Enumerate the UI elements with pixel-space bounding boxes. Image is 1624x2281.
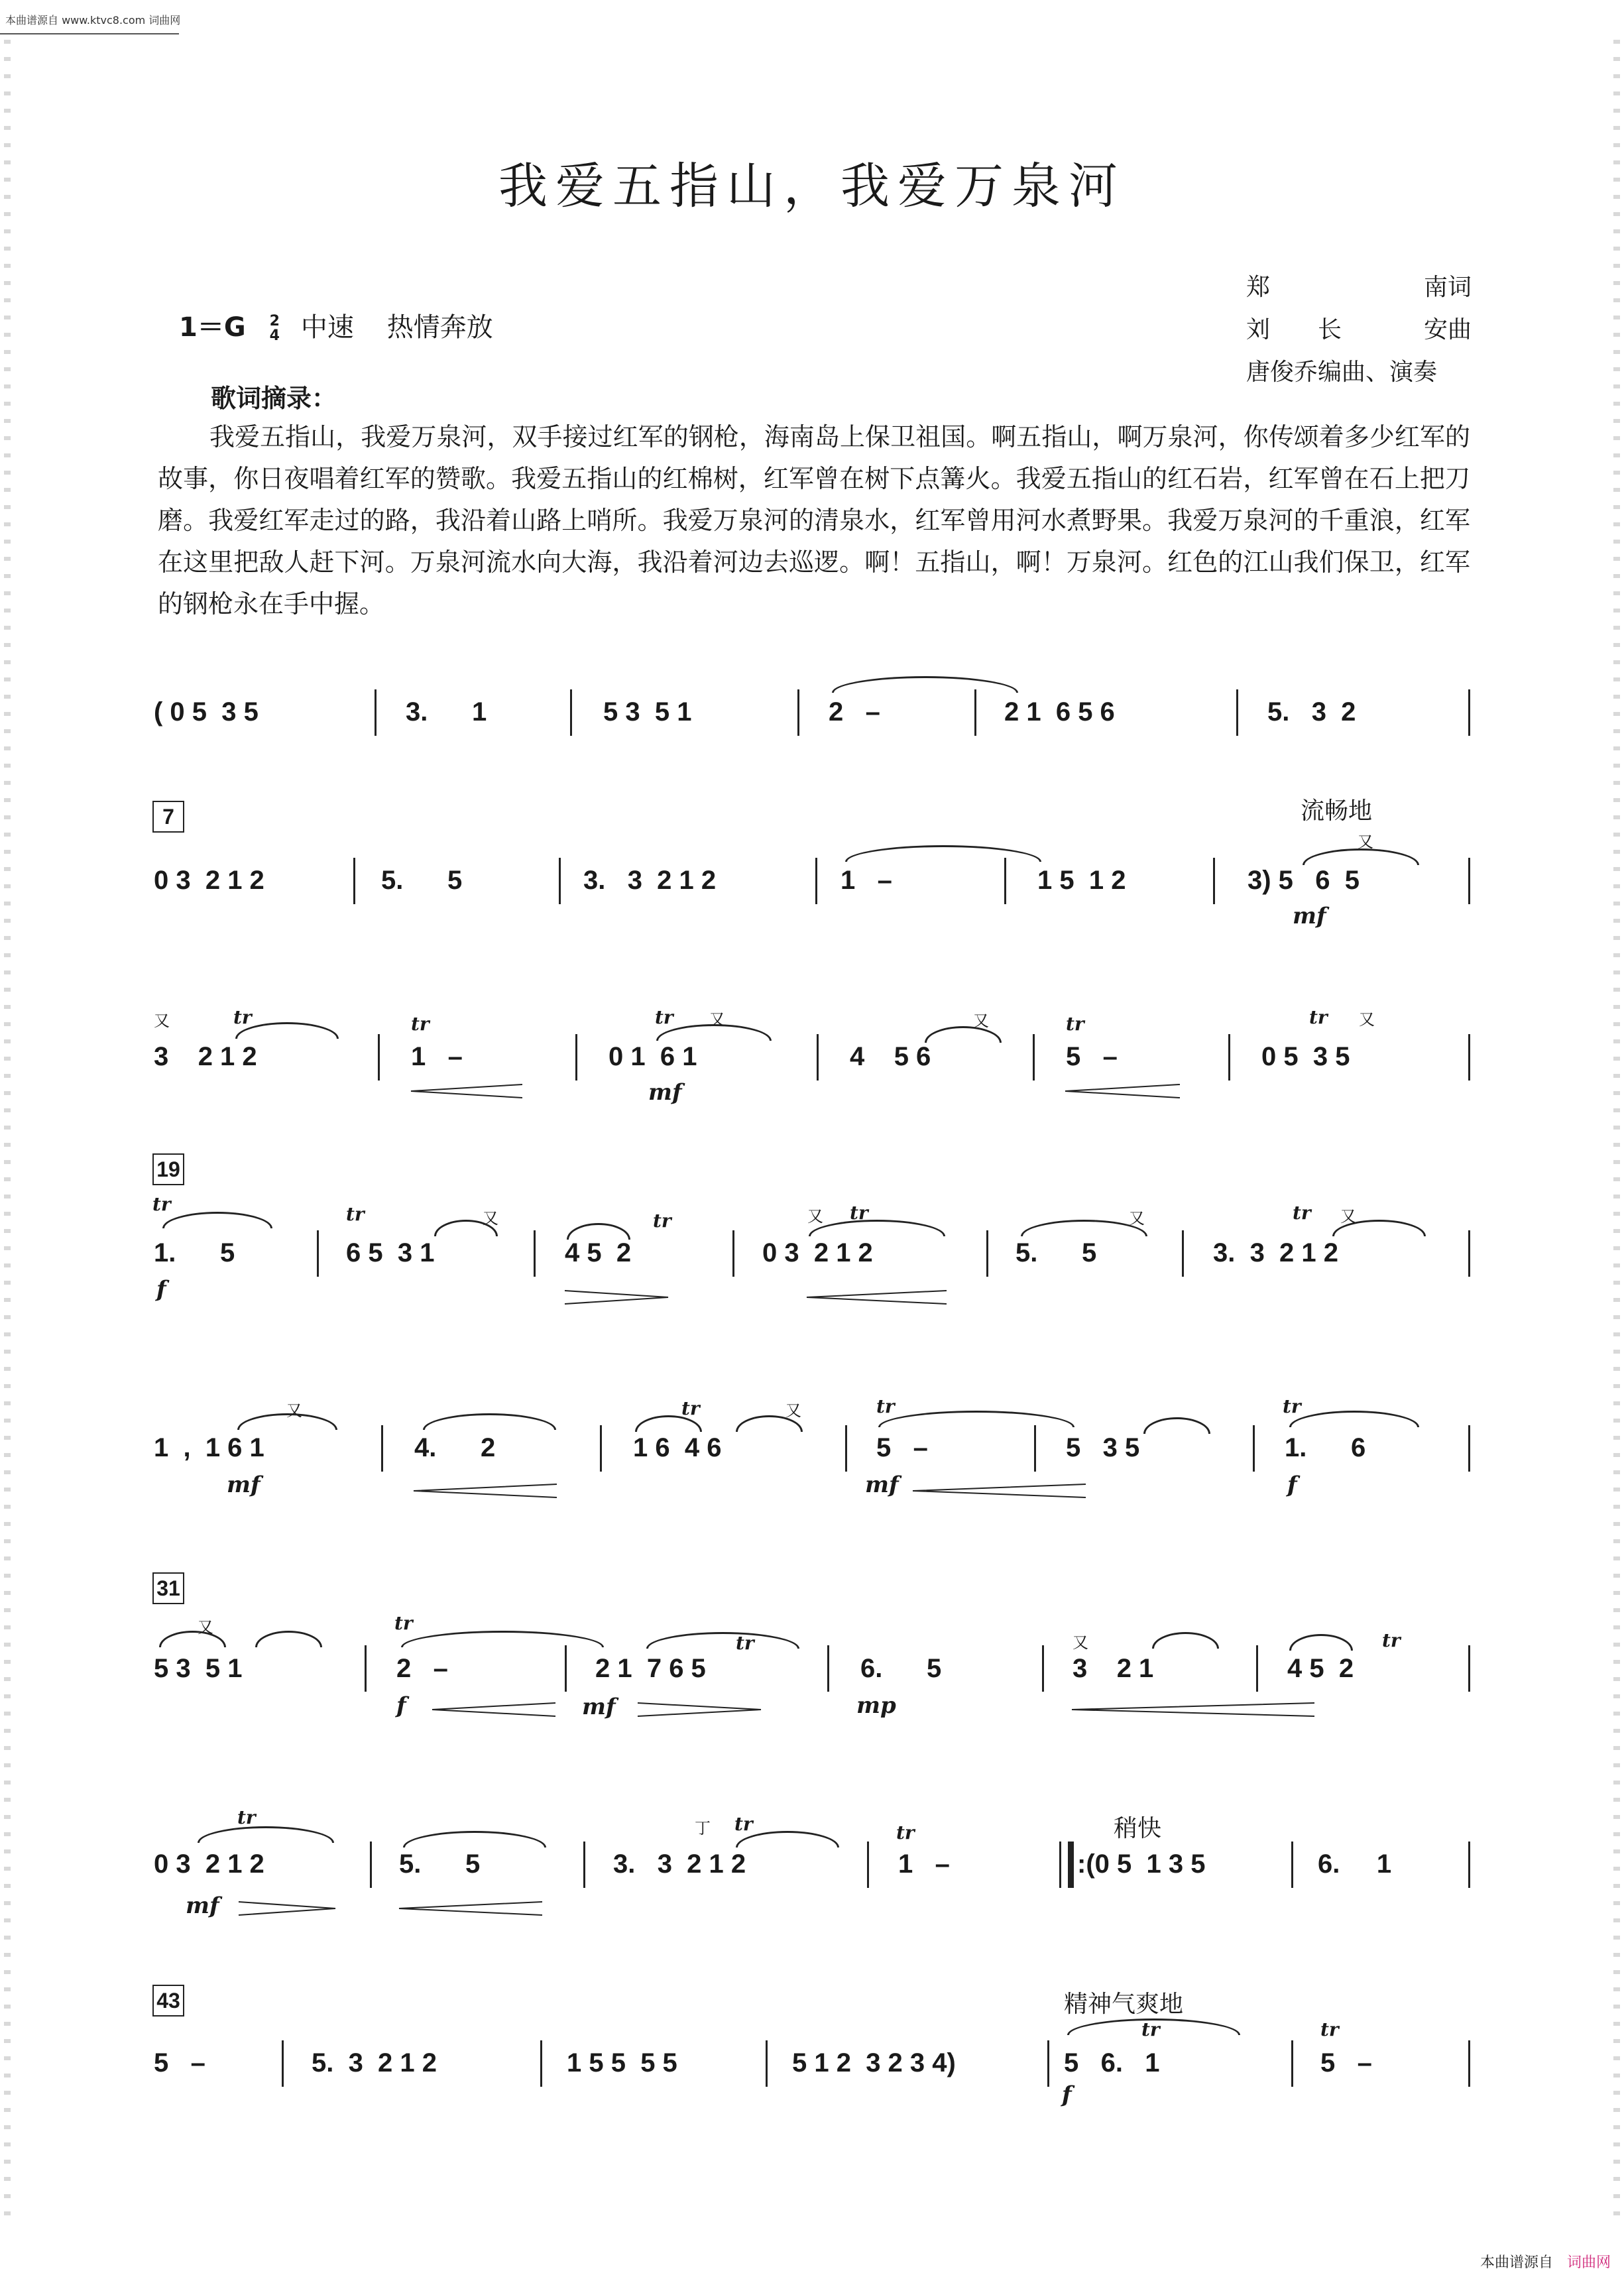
barline (575, 1034, 577, 1081)
measure: 6. 1 (1318, 1849, 1392, 1879)
barline (540, 2040, 542, 2087)
barline (1213, 858, 1215, 904)
trill-mark: tr (1066, 1013, 1084, 1035)
trill-mark: tr (1382, 1629, 1401, 1651)
crescendo-hairpin (412, 1484, 558, 1498)
measure-number: 7 (152, 801, 184, 833)
barline (353, 858, 355, 904)
measure: ( 0 5 3 5 (154, 697, 259, 727)
barline (867, 1842, 869, 1888)
measure: 5 6. 1 (1064, 2048, 1160, 2077)
barline (370, 1842, 372, 1888)
measure: 4. 2 (414, 1433, 496, 1462)
crescendo-hairpin (805, 1290, 948, 1305)
ornament-mark: 又 (973, 1012, 989, 1030)
measure: 1 – (898, 1849, 950, 1879)
dynamic-mark: f (1287, 1472, 1297, 1498)
crescendo-hairpin (1071, 1702, 1316, 1717)
ornament-mark: 又 (709, 1010, 725, 1029)
slur (198, 1826, 334, 1843)
measure: 1. 6 (1285, 1433, 1366, 1462)
expression-mark: 流畅地 (1301, 797, 1373, 825)
crescendo-hairpin (410, 1084, 522, 1098)
dynamic-mark: mf (1293, 903, 1326, 929)
trill-mark: tr (736, 1632, 754, 1654)
dynamic-mark: f (396, 1692, 406, 1719)
time-signature: 2 4 (269, 313, 280, 344)
measure: 2 – (396, 1654, 448, 1683)
trill-mark: tr (237, 1806, 256, 1828)
measure: 3. 3 2 1 2 (583, 866, 717, 895)
measure: 5 3 5 1 (603, 697, 692, 727)
trill-mark: tr (896, 1822, 915, 1843)
slur (237, 1413, 337, 1430)
barline (1468, 1645, 1470, 1692)
measure: 1 5 1 2 (1037, 866, 1126, 895)
barline (1468, 1842, 1470, 1888)
measure: 5 – (1066, 1042, 1118, 1071)
crescendo-hairpin (911, 1484, 1087, 1498)
slur (878, 1411, 1074, 1427)
measure: 0 3 2 1 2 (762, 1238, 873, 1267)
barline (1291, 1842, 1293, 1888)
trill-mark: tr (653, 1210, 671, 1232)
measure-number: 43 (152, 1985, 184, 2017)
measure: 5. 5 (381, 866, 463, 895)
measure: 3. 3 2 1 2 (613, 1849, 746, 1879)
slur (567, 1223, 630, 1240)
measure-number: 19 (152, 1153, 184, 1185)
barline (534, 1230, 536, 1277)
barline (974, 689, 976, 736)
trill-mark: tr (411, 1013, 430, 1035)
slur (255, 1631, 322, 1647)
barline (1236, 689, 1238, 736)
score-title: 我爱五指山，我爱万泉河 (498, 158, 1126, 215)
measure: 3 2 1 2 (154, 1042, 257, 1071)
barline (1468, 689, 1470, 736)
header-rule (0, 33, 179, 34)
slur (646, 1632, 799, 1649)
measure: 0 3 2 1 2 (154, 1849, 264, 1879)
crescendo-hairpin (431, 1702, 557, 1717)
measure: 6 5 3 1 (346, 1238, 435, 1267)
barline (817, 1034, 819, 1081)
dynamic-mark: f (1062, 2081, 1072, 2108)
measure: 0 1 6 1 (609, 1042, 697, 1071)
measure: 2 – (829, 697, 880, 727)
measure: 5 – (876, 1433, 928, 1462)
trill-mark: tr (876, 1395, 895, 1417)
dynamic-mark: mp (856, 1692, 896, 1719)
barline (365, 1645, 367, 1692)
measure: 5. 5 (399, 1849, 481, 1879)
barline (378, 1034, 380, 1081)
dynamic-mark: mf (648, 1079, 682, 1106)
measure: 0 5 3 5 (1261, 1042, 1350, 1071)
slur (1152, 1632, 1219, 1649)
barline (1468, 2040, 1470, 2087)
dynamic-mark: mf (582, 1694, 616, 1720)
barline (1468, 1425, 1470, 1472)
lyrics-excerpt: 我爱五指山，我爱万泉河，双手接过红军的钢枪，海南岛上保卫祖国。啊五指山，啊万泉河，你传颂着多少红军的故事，你日夜唱着红军的赞歌。我爱五指山的红棉树，红军曾在树下点篝火。我爱五指山的红石岩，红军曾在石上把刀磨。我爱红军走过的路，我沿着山路上哨所。我爱万泉河的清泉水，红军曾用河水煮野果。我爱万泉河的千重浪，红军在这里把敌人赶下河。万泉河流水向大海，我沿着河边去巡逻。啊！五指山，啊！万泉河。红色的江山我们保卫，红军的钢枪永在手中握。 (158, 422, 1470, 618)
trill-mark: tr (850, 1202, 868, 1224)
barline (766, 2040, 768, 2087)
measure: 3) 5 6 5 (1247, 866, 1360, 895)
measure: 1 6 4 6 (633, 1433, 722, 1462)
measure: 1. 5 (154, 1238, 235, 1267)
barline (1468, 858, 1470, 904)
credit-lyricist: 郑 南词 (1246, 274, 1472, 301)
dynamic-mark: mf (227, 1472, 261, 1498)
footer-credit (1480, 2251, 1611, 2272)
slur (832, 676, 1018, 693)
barline (381, 1425, 383, 1472)
credit-composer: 刘 长 安曲 (1246, 316, 1472, 343)
slur (159, 1631, 226, 1647)
credit-arranger: 唐俊乔编曲、演奏 (1246, 359, 1438, 386)
barline (797, 689, 799, 736)
slur (1289, 1634, 1353, 1651)
barline (600, 1425, 602, 1472)
slur (1289, 1411, 1419, 1427)
measure: 3. 1 (406, 697, 487, 727)
dynamic-mark: mf (186, 1893, 219, 1919)
trill-mark: tr (1309, 1006, 1328, 1028)
mood-marking: 热情奔放 (386, 312, 493, 343)
ornament-mark: 又 (198, 1618, 213, 1637)
left-margin-watermark (4, 40, 11, 2227)
decrescendo-hairpin (563, 1290, 669, 1305)
measure: 5 3 5 (1066, 1433, 1140, 1462)
ornament-mark: 又 (1358, 833, 1373, 851)
ornament-mark: 丁 (695, 1819, 711, 1838)
measure: 1 , 1 6 1 (154, 1433, 264, 1462)
barline (282, 2040, 284, 2087)
repeat-start-barline (1059, 1842, 1074, 1888)
ornament-mark: 又 (154, 1012, 170, 1030)
header-note: 本曲谱源自 www.ktvc8.com 词曲网 (5, 14, 181, 27)
measure: 3. 3 2 1 2 (1213, 1238, 1339, 1267)
measure: 1 – (841, 866, 892, 895)
tempo-marking: 中速 (300, 312, 354, 343)
barline (1468, 1230, 1470, 1277)
trill-mark: tr (681, 1397, 700, 1419)
decrescendo-hairpin (636, 1702, 762, 1717)
ornament-mark: 又 (1340, 1207, 1356, 1226)
barline (1182, 1230, 1184, 1277)
measure: 5. 3 2 (1267, 697, 1356, 727)
key-tempo-line (179, 306, 517, 344)
trill-mark: tr (152, 1193, 171, 1215)
barline (559, 858, 561, 904)
expression-mark: 精神气爽地 (1064, 1991, 1184, 2018)
slur (809, 1220, 945, 1236)
measure: 2 1 7 6 5 (595, 1654, 706, 1683)
barline (827, 1645, 829, 1692)
barline (1291, 2040, 1293, 2087)
trill-mark: tr (394, 1612, 413, 1634)
slur (162, 1212, 272, 1228)
measure: 1 – (411, 1042, 463, 1071)
ornament-mark: 又 (807, 1207, 823, 1226)
trill-mark: tr (233, 1006, 252, 1028)
measure: 5. 3 2 1 2 (312, 2048, 437, 2077)
dynamic-mark: f (156, 1276, 166, 1303)
ornament-mark: 又 (1129, 1209, 1145, 1228)
trill-mark: tr (655, 1006, 673, 1028)
barline (986, 1230, 988, 1277)
barline (1004, 858, 1006, 904)
credits (1246, 266, 1472, 394)
measure: 0 3 2 1 2 (154, 866, 264, 895)
slur (1067, 2018, 1240, 2035)
barline (1033, 1034, 1035, 1081)
barline (845, 1425, 847, 1472)
barline (570, 689, 572, 736)
measure: 5. 5 (1015, 1238, 1097, 1267)
decrescendo-hairpin (237, 1901, 337, 1916)
crescendo-hairpin (398, 1901, 544, 1916)
measure: 5 – (154, 2048, 205, 2077)
trill-mark: tr (346, 1203, 365, 1225)
ornament-mark: 又 (286, 1401, 302, 1420)
slur (401, 1631, 604, 1647)
lyrics-header: 歌词摘录： (211, 384, 337, 413)
barline (1256, 1645, 1258, 1692)
measure: 5 – (1320, 2048, 1372, 2077)
trill-mark: tr (1320, 2018, 1339, 2040)
measure: 4 5 6 (850, 1042, 931, 1071)
barline (317, 1230, 319, 1277)
ornament-mark: 又 (1073, 1633, 1088, 1652)
expression-mark: 稍快 (1114, 1815, 1162, 1842)
measure: 2 1 6 5 6 (1004, 697, 1115, 727)
slur (423, 1413, 556, 1430)
barline (1047, 2040, 1049, 2087)
slur (845, 845, 1041, 862)
footer-site-link[interactable]: 词曲网 (1566, 2254, 1611, 2271)
barline (1034, 1425, 1036, 1472)
trill-mark: tr (1283, 1395, 1301, 1417)
trill-mark: tr (1293, 1202, 1311, 1224)
measure: 1 5 5 5 5 (567, 2048, 677, 2077)
measure: 4 5 2 (1287, 1654, 1354, 1683)
slur (925, 1026, 1002, 1043)
slur (656, 1024, 772, 1041)
measure: 6. 5 (860, 1654, 942, 1683)
barline (815, 858, 817, 904)
ornament-mark: 又 (483, 1209, 498, 1228)
measure: 3 2 1 (1073, 1654, 1154, 1683)
right-margin-watermark (1613, 40, 1620, 2227)
barline (1228, 1034, 1230, 1081)
barline (1253, 1425, 1255, 1472)
measure: 4 5 2 (565, 1238, 632, 1267)
slur (403, 1831, 546, 1847)
key-signature: 1＝G (179, 312, 246, 343)
slur (1143, 1417, 1210, 1434)
measure: :(0 5 1 3 5 (1077, 1849, 1206, 1879)
ornament-mark: 又 (1359, 1010, 1375, 1029)
barline (565, 1645, 567, 1692)
barline (732, 1230, 734, 1277)
barline (583, 1842, 585, 1888)
footer-brand: 本曲谱源自 (1479, 2254, 1553, 2271)
dynamic-mark: mf (865, 1472, 899, 1498)
barline (1042, 1645, 1044, 1692)
measure: 5 3 5 1 (154, 1654, 243, 1683)
measure-number: 31 (152, 1572, 184, 1604)
trill-mark: tr (1141, 2018, 1160, 2040)
crescendo-hairpin (1064, 1084, 1180, 1098)
barline (375, 689, 377, 736)
barline (1468, 1034, 1470, 1081)
measure: 5 1 2 3 2 3 4) (792, 2048, 956, 2077)
trill-mark: tr (734, 1813, 753, 1835)
ornament-mark: 又 (785, 1401, 801, 1420)
